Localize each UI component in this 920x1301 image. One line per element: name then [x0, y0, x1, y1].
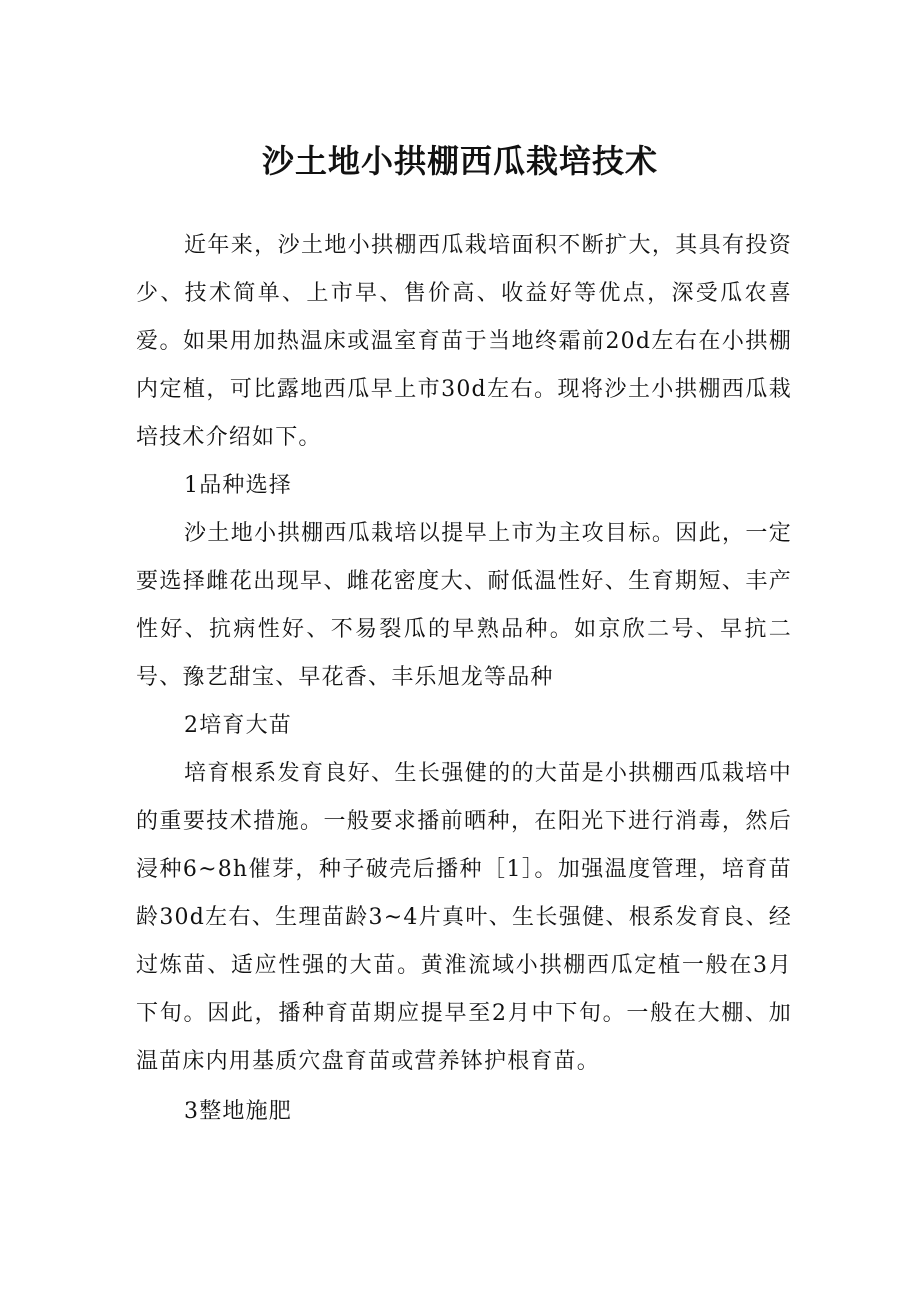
paragraph-text: 近年来，沙土地小拱棚西瓜栽培面积不断扩大，其具有投资少、技术简单、上市早、售价高、收益好等优点，深受瓜农喜爱。如果用加热温床或温室育苗于当地终霜前20d左右在小拱棚内定植，可比露地西瓜早上市30d左右。现将沙土小拱棚西瓜栽培技术介绍如下。	[136, 233, 792, 450]
paragraph-raise-seedlings	[136, 750, 792, 1086]
heading-text: 1品种选择	[184, 473, 292, 498]
heading-text: 3整地施肥	[184, 1099, 292, 1124]
section-heading-soil-fertilizer	[136, 1088, 792, 1136]
section-heading-raise-seedlings	[136, 702, 792, 750]
paragraph-variety-selection	[136, 510, 792, 702]
paragraph-text: 培育根系发育良好、生长强健的的大苗是小拱棚西瓜栽培中的重要技术措施。一般要求播前晒种，在阳光下进行消毒，然后浸种6~8h催芽，种子破壳后播种［1］。加强温度管理，培育苗龄30d左右、生理苗龄3~4片真叶、生长强健、根系发育良、经过炼苗、适应性强的大苗。黄淮流域小拱棚西瓜定植一般在3月下旬。因此，播种育苗期应提早至2月中下旬。一般在大棚、加温苗床内用基质穴盘育苗或营养钵护根育苗。	[136, 761, 792, 1074]
section-heading-variety-selection	[136, 462, 792, 510]
paragraph-text: 沙土地小拱棚西瓜栽培以提早上市为主攻目标。因此，一定要选择雌花出现早、雌花密度大、耐低温性好、生育期短、丰产性好、抗病性好、不易裂瓜的早熟品种。如京欣二号、早抗二号、豫艺甜宝、早花香、丰乐旭龙等品种	[136, 521, 792, 690]
paragraph-intro	[136, 222, 792, 462]
document-title: 沙土地小拱棚西瓜栽培技术	[261, 142, 658, 181]
heading-text: 2培育大苗	[184, 713, 292, 738]
